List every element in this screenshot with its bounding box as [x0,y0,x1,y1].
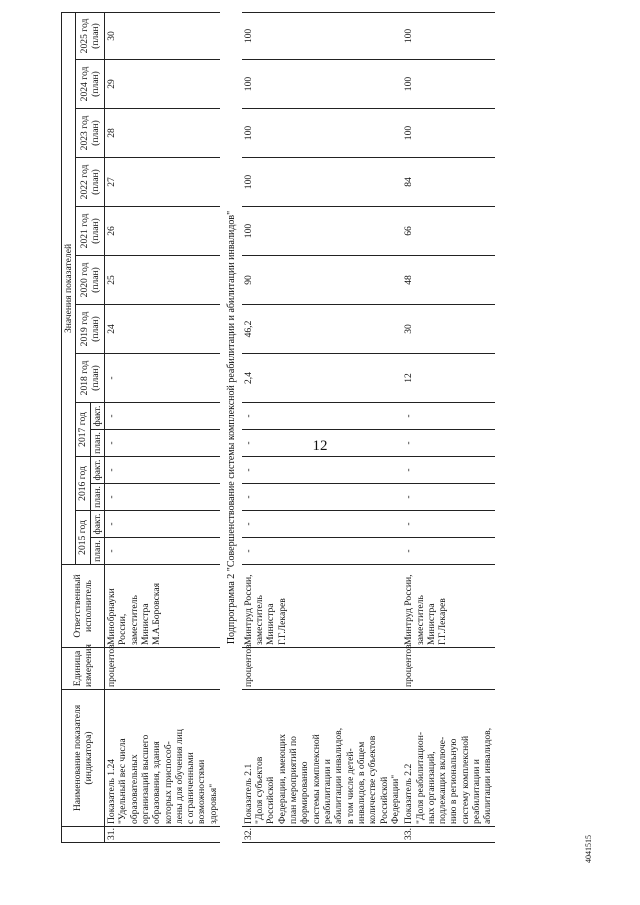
header-year-2019: 2019 год (план) [76,305,105,354]
cell-plan-2017: - [402,430,495,457]
row-name: Показатель 1.24 "Удельный вес числа образовательных организаций высшего образования, здания которых приспособ- лены для обучения лиц с ограниченными возможностями здоровья" [104,690,220,827]
header-2016: 2016 год [76,457,90,511]
cell-2022: 27 [104,158,220,207]
cell-2025: 30 [104,12,220,59]
cell-fact-2017: - [402,403,495,430]
cell-plan-2015: - [402,538,495,565]
header-year-2020: 2020 год (план) [76,256,105,305]
subprogram-row [220,12,242,842]
header-year-2022: 2022 год (план) [76,158,105,207]
cell-2023: 100 [402,109,495,158]
cell-2024: 100 [242,60,402,109]
cell-plan-2015: - [242,538,402,565]
document-code: 4041515 [584,835,593,863]
header-year-2024: 2024 год (план) [76,60,105,109]
header-fact: факт. [90,511,104,538]
cell-2023: 100 [242,109,402,158]
cell-2019: 24 [104,305,220,354]
header-year-2023: 2023 год (план) [76,109,105,158]
row-name: Показатель 2.2 "Доля реабилитацион- ных организаций, подлежащих включе- нию в региональную систему комплексной реабилитации и абилитации инвалидов, [402,690,495,827]
indicators-table [61,12,495,843]
cell-plan-2017: - [104,430,220,457]
cell-fact-2016: - [104,457,220,484]
cell-plan-2016: - [242,484,402,511]
cell-plan-2016: - [104,484,220,511]
page-number: 12 [312,438,328,454]
table-row [242,12,402,842]
cell-2018: - [104,354,220,403]
header-values-title: Значения показателей [62,12,76,564]
header-num [62,827,105,843]
cell-2021: 26 [104,207,220,256]
table-row [402,12,495,842]
row-unit: процентов [402,648,495,690]
row-num: 33. [402,827,495,843]
cell-fact-2017: - [104,403,220,430]
row-unit: процентов [242,648,402,690]
header-2015: 2015 год [76,511,90,565]
cell-plan-2016: - [402,484,495,511]
rotated-table-wrapper [61,15,617,843]
cell-2020: 25 [104,256,220,305]
header-plan: план. [90,538,104,565]
cell-2022: 100 [242,158,402,207]
cell-2025: 100 [402,12,495,59]
header-resp: Ответственный исполнитель [62,565,105,648]
cell-2021: 66 [402,207,495,256]
cell-2025: 100 [242,12,402,59]
header-unit: Единица измерения [62,648,105,690]
cell-2024: 29 [104,60,220,109]
cell-2018: 2,4 [242,354,402,403]
subprogram-title: Подпрограмма 2 "Совершенствование системы комплексной реабилитации и абилитации инвалидов" [226,210,238,645]
cell-fact-2015: - [242,511,402,538]
cell-fact-2015: - [402,511,495,538]
header-fact: факт. [90,457,104,484]
header-year-2018: 2018 год (план) [76,354,105,403]
header-name: Наименование показателя (индикатора) [62,690,105,827]
cell-plan-2015: - [104,538,220,565]
cell-2020: 90 [242,256,402,305]
row-resp: Минтруд России, заместитель Министра Г.Г.Лекарев [402,565,495,648]
header-plan: план. [90,430,104,457]
cell-fact-2015: - [104,511,220,538]
row-unit: процентов [104,648,220,690]
header-year-2021: 2021 год (план) [76,207,105,256]
cell-2018: 12 [402,354,495,403]
row-resp: Минтруд России, заместитель Министра Г.Г.Лекарев [242,565,402,648]
row-resp: Минобрнауки России, заместитель Министра М.А.Боровская [104,565,220,648]
cell-2024: 100 [402,60,495,109]
cell-2021: 100 [242,207,402,256]
cell-2022: 84 [402,158,495,207]
row-num: 32. [242,827,402,843]
cell-fact-2016: - [402,457,495,484]
cell-fact-2017: - [242,403,402,430]
cell-2019: 30 [402,305,495,354]
table-row [104,12,220,842]
header-year-2025: 2025 год (план) [76,12,105,59]
cell-plan-2017: - [242,430,402,457]
cell-fact-2016: - [242,457,402,484]
row-num: 31. [104,827,220,843]
cell-2023: 28 [104,109,220,158]
cell-2020: 48 [402,256,495,305]
header-plan: план. [90,484,104,511]
header-2017: 2017 год [76,403,90,457]
row-name: Показатель 2.1 "Доля субъектов Российской Федерации, имеющих план мероприятий по формированию системы комплексной реабилитации и абилитации инвалидов, в том числе детей- инвалидов, в общем количестве субъектов Российской Федерации" [242,690,402,827]
header-fact: факт. [90,403,104,430]
cell-2019: 46,2 [242,305,402,354]
